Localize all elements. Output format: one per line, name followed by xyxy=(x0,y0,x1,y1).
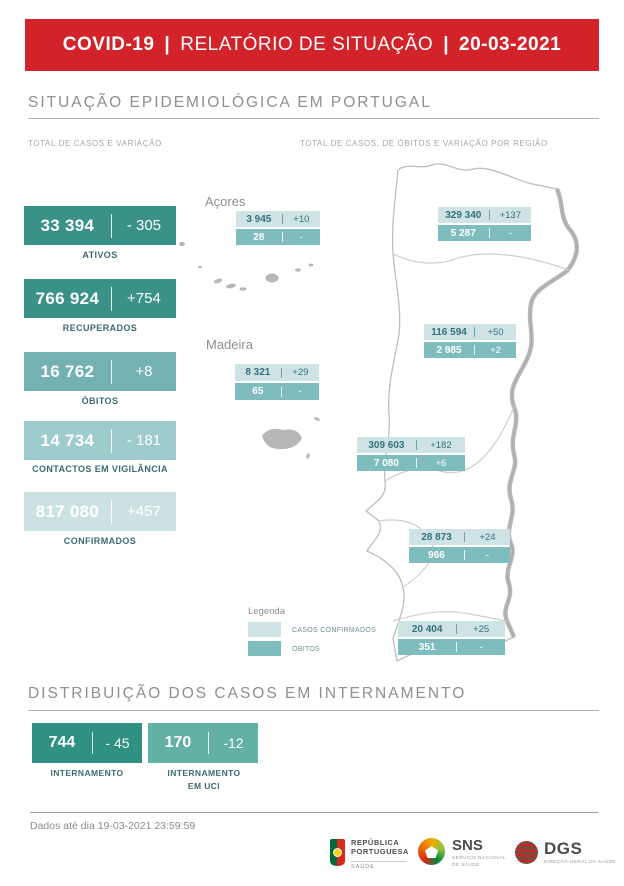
report-banner xyxy=(25,19,599,71)
stat-box-contactos xyxy=(24,421,176,460)
section-divider xyxy=(28,710,599,711)
stat-variation: - 45 xyxy=(105,735,130,751)
madeira-islands-icon xyxy=(262,416,320,459)
sns-circle-icon xyxy=(418,838,445,865)
stat-value: 16 762 xyxy=(40,361,95,381)
stat-value: 744 xyxy=(48,734,76,751)
stat-variation: - 181 xyxy=(126,432,162,449)
region-cases-row xyxy=(398,621,505,637)
region-cases-row xyxy=(424,324,516,340)
stat-variation: -12 xyxy=(223,735,244,751)
region-cases-variation: +137 xyxy=(499,209,521,221)
region-stats-madeira xyxy=(235,364,319,402)
logo-text: REPÚBLICA xyxy=(351,838,400,847)
region-deaths-value: 966 xyxy=(428,549,445,561)
stat-box-ativos xyxy=(24,206,176,245)
footer-divider xyxy=(30,812,598,813)
logo-subtext: SERVIÇO NACIONAL xyxy=(452,856,506,861)
region-cases-value: 116 594 xyxy=(431,326,467,338)
region-deaths-row xyxy=(424,342,516,358)
data-cutoff-note: Dados até dia 19-03-2021 23:59:59 xyxy=(30,820,196,832)
region-deaths-variation: +2 xyxy=(490,344,501,356)
legend-swatch-cases xyxy=(248,622,281,637)
region-cases-variation: +24 xyxy=(479,531,496,543)
logo-subtext: DIREÇÃO-GERAL DA SAÚDE xyxy=(544,860,616,865)
region-cases-value: 20 404 xyxy=(411,623,443,635)
stat-value: 170 xyxy=(164,734,192,751)
region-deaths-value: 28 xyxy=(253,231,265,243)
stat-label-contactos: CONTACTOS EM VIGILÂNCIA xyxy=(32,464,168,474)
region-deaths-row xyxy=(398,639,505,655)
banner-covid-label: COVID-19 xyxy=(62,34,155,55)
region-cases-value: 329 340 xyxy=(445,209,482,221)
legend-label-deaths: ÓBITOS xyxy=(292,646,321,653)
region-stats-centro xyxy=(424,324,516,360)
region-deaths-value: 2 985 xyxy=(436,344,462,356)
region-deaths-row xyxy=(236,229,320,245)
stat-label-recuperados: RECUPERADOS xyxy=(62,323,138,333)
stat-box-recuperados xyxy=(24,279,176,318)
republica-portuguesa-logo xyxy=(330,838,409,870)
region-deaths-variation: - xyxy=(298,386,302,397)
stat-box-internamento-uci xyxy=(148,723,258,763)
region-cases-row xyxy=(438,207,531,223)
region-deaths-variation: - xyxy=(508,227,512,239)
region-deaths-variation: +6 xyxy=(435,457,447,469)
logo-subtext: DE SAÚDE xyxy=(452,863,480,869)
stat-variation: +754 xyxy=(127,290,161,307)
region-cases-row xyxy=(236,211,320,227)
region-cases-value: 309 603 xyxy=(368,439,405,451)
logo-text: SNS xyxy=(452,837,483,854)
region-deaths-value: 7 080 xyxy=(373,457,399,469)
region-deaths-value: 351 xyxy=(418,641,436,653)
region-stats-algarve xyxy=(398,621,505,657)
stat-label-ativos: ATIVOS xyxy=(82,250,118,260)
region-stats-norte xyxy=(438,207,531,243)
stat-label-internamento: INTERNAMENTO xyxy=(50,768,124,778)
banner-date: 20-03-2021 xyxy=(459,34,562,55)
region-stats-alentejo xyxy=(409,529,510,565)
left-column-subtitle: TOTAL DE CASOS E VARIAÇÃO xyxy=(28,139,162,148)
stat-label-confirmados: CONFIRMADOS xyxy=(63,536,137,546)
madeira-label: Madeira xyxy=(206,337,253,352)
banner-report-label: RELATÓRIO DE SITUAÇÃO xyxy=(180,34,434,55)
stat-variation: - 305 xyxy=(126,217,162,234)
section-divider xyxy=(28,118,599,119)
region-deaths-value: 5 287 xyxy=(450,227,476,239)
region-deaths-row xyxy=(438,225,531,241)
dgs-logo xyxy=(515,840,616,865)
region-deaths-row xyxy=(357,455,465,471)
region-cases-variation: +182 xyxy=(430,439,452,451)
logo-subtext: SAÚDE xyxy=(351,861,407,870)
legend-swatch-deaths xyxy=(248,641,281,656)
region-deaths-row xyxy=(409,547,510,563)
stat-label-obitos: ÓBITOS xyxy=(81,396,119,406)
legend-title: Legenda xyxy=(248,606,285,617)
stat-box-obitos xyxy=(24,352,176,391)
stat-value: 766 924 xyxy=(35,288,100,308)
right-column-subtitle: TOTAL DE CASOS, DE ÓBITOS E VARIAÇÃO POR REGIÃO xyxy=(300,139,548,148)
portugal-flag-icon xyxy=(330,839,345,866)
region-deaths-variation: - xyxy=(479,641,483,653)
region-cases-row xyxy=(409,529,510,545)
region-cases-variation: +50 xyxy=(487,326,504,338)
stat-value: 817 080 xyxy=(35,501,100,521)
stat-value: 14 734 xyxy=(40,430,95,450)
logo-text: DGS xyxy=(544,839,583,858)
region-cases-value: 3 945 xyxy=(246,213,272,225)
region-deaths-variation: - xyxy=(299,231,303,243)
dgs-globe-icon xyxy=(515,841,538,864)
stat-box-confirmados xyxy=(24,492,176,531)
region-deaths-variation: - xyxy=(485,549,490,561)
sns-logo xyxy=(418,838,506,869)
region-deaths-row xyxy=(235,383,319,400)
section-internment-title: DISTRIBUIÇÃO DOS CASOS EM INTERNAMENTO xyxy=(28,685,467,702)
region-deaths-value: 65 xyxy=(252,386,264,397)
legend-label-cases: CASOS CONFIRMADOS xyxy=(292,627,377,634)
region-cases-variation: +25 xyxy=(473,623,490,635)
stat-label-internamento-uci: INTERNAMENTO EM UCI xyxy=(167,768,241,791)
acores-islands-icon xyxy=(179,242,313,291)
stat-variation: +8 xyxy=(135,363,153,380)
region-cases-value: 28 873 xyxy=(421,531,452,543)
region-cases-row xyxy=(357,437,465,453)
stat-variation: +457 xyxy=(127,503,161,520)
banner-separator: | xyxy=(164,34,171,55)
logo-text: PORTUGUESA xyxy=(351,847,409,857)
banner-separator: | xyxy=(443,34,450,55)
region-cases-variation: +10 xyxy=(293,213,310,225)
region-cases-variation: +29 xyxy=(292,367,309,378)
stat-box-internamento xyxy=(32,723,142,763)
region-cases-value: 8 321 xyxy=(245,367,271,378)
region-stats-lisboa-vale-tejo xyxy=(357,437,465,473)
acores-label: Açores xyxy=(205,194,246,209)
stat-value: 33 394 xyxy=(40,215,95,235)
section-epidemiology-title: SITUAÇÃO EPIDEMIOLÓGICA EM PORTUGAL xyxy=(28,94,432,111)
region-stats-acores xyxy=(236,211,320,247)
region-cases-row xyxy=(235,364,319,381)
